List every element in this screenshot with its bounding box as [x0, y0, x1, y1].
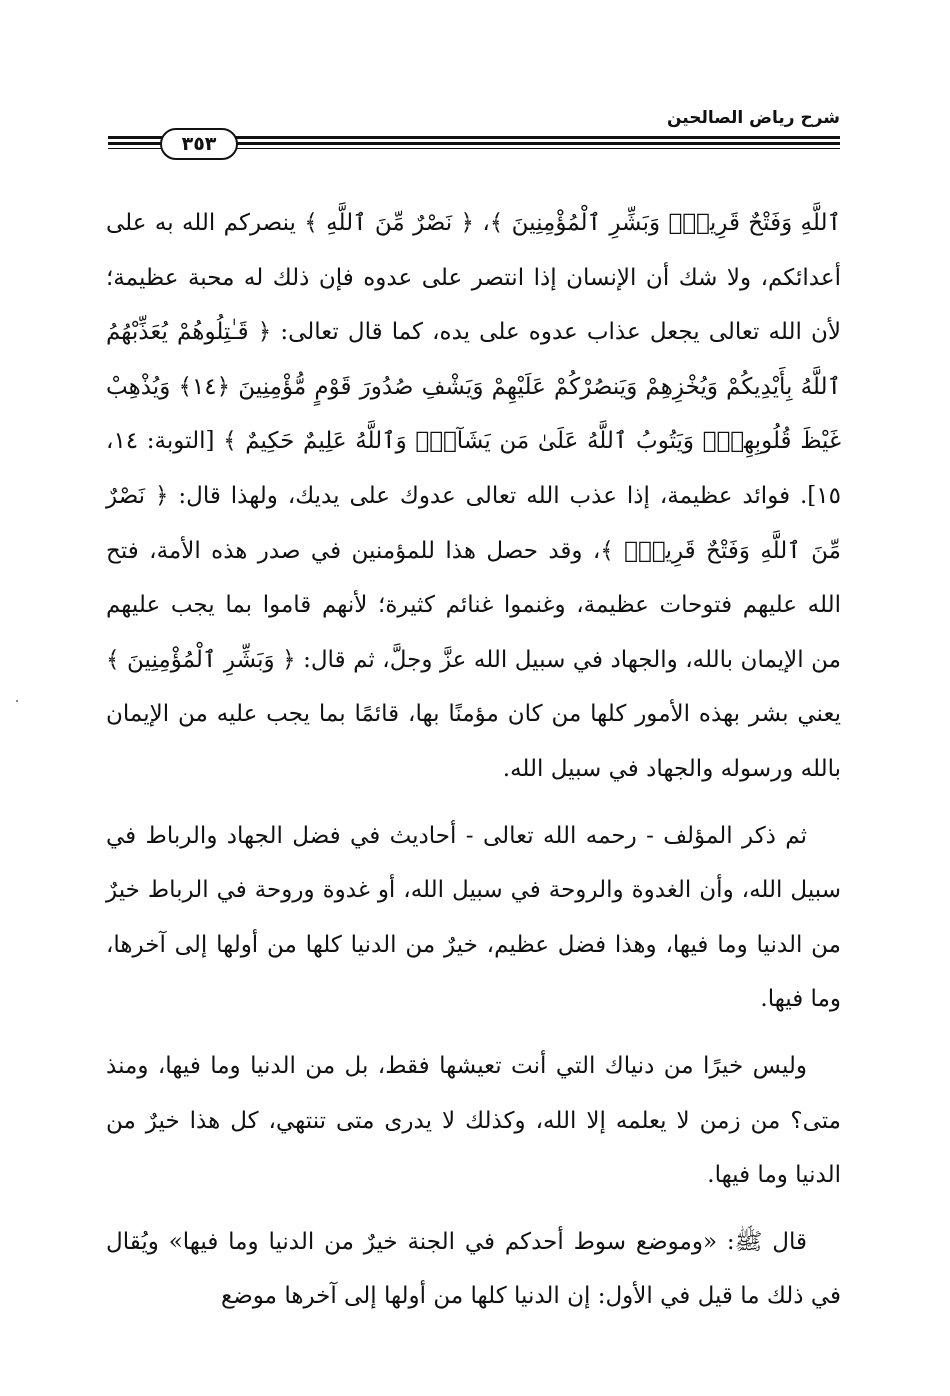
scan-speck	[16, 700, 18, 702]
paragraph-prophet-saying: قال ﷺ: «وموضع سوط أحدكم في الجنة خيرٌ من الدنيا وما فيها» ويُقال في ذلك ما قيل في الأول: إن الدنيا كلها من أولها إلى آخرها موضع	[106, 1228, 841, 1310]
page-number: ٣٥٣	[160, 128, 238, 160]
running-header	[108, 108, 840, 158]
paragraph-world-comparison: وليس خيرًا من دنياك التي أنت تعيشها فقط، بل من الدنيا وما فيها، ومنذ متى؟ من زمن لا يعلمه إلا الله، وكذلك لا يدرى متى تنتهي، كل هذا خيرٌ من الدنيا وما فيها.	[106, 1052, 841, 1189]
paragraph-quran-commentary: ٱللَّهِ وَفَتْحٌ قَرِيبٌۗ وَبَشِّرِ ٱلْمُؤْمِنِينَ ﴾، ﴿ نَصْرٌ مِّنَ ٱللَّهِ ﴾ ينصركم الله به على أعدائكم، ولا شك أن الإنسان إذا انتصر على عدوه فإن ذلك له محبة عظيمة؛ لأن الله تعالى يجعل عذاب عدوه على يده، كما قال تعالى: ﴿ قَـٰتِلُوهُمْ يُعَذِّبْهُمُ ٱللَّهُ بِأَيْدِيكُمْ وَيُخْزِهِمْ وَيَنصُرْكُمْ عَلَيْهِمْ وَيَشْفِ صُدُورَ قَوْمٍ مُّؤْمِنِينَ ﴿١٤﴾ وَيُذْهِبْ غَيْظَ قُلُوبِهِمْۗ وَيَتُوبُ ٱللَّهُ عَلَىٰ مَن يَشَآءُۗ وَٱللَّهُ عَلِيمٌ حَكِيمٌ ﴾ [التوبة: ١٤، ١٥]. فوائد عظيمة، إذا عذب الله تعالى عدوك على يديك، ولهذا قال: ﴿ نَصْرٌ مِّنَ ٱللَّهِ وَفَتْحٌ قَرِيبٌۗ ﴾، وقد حصل هذا للمؤمنين في صدر هذه الأمة، فتح الله عليهم فتوحات عظيمة، وغنموا غنائم كثيرة؛ لأنهم قاموا بما يجب عليهم من الإيمان بالله، والجهاد في سبيل الله عزَّ وجلَّ، ثم قال: ﴿ وَبَشِّرِ ٱلْمُؤْمِنِينَ ﴾ يعني بشر بهذه الأمور كلها من كان مؤمنًا بها، قائمًا بما يجب عليه من الإيمان بالله ورسوله والجهاد في سبيل الله.	[106, 210, 841, 782]
page-body	[106, 196, 841, 1324]
book-title: شرح رياض الصالحين	[666, 108, 840, 128]
paragraph-author-hadiths: ثم ذكر المؤلف - رحمه الله تعالى - أحاديث في فضل الجهاد والرباط في سبيل الله، وأن الغدوة والروحة في سبيل الله، أو غدوة وروحة في الرباط خيرٌ من الدنيا وما فيها، وهذا فضل عظيم، خيرٌ من الدنيا كلها من أولها إلى آخرها، وما فيها.	[106, 822, 841, 1013]
